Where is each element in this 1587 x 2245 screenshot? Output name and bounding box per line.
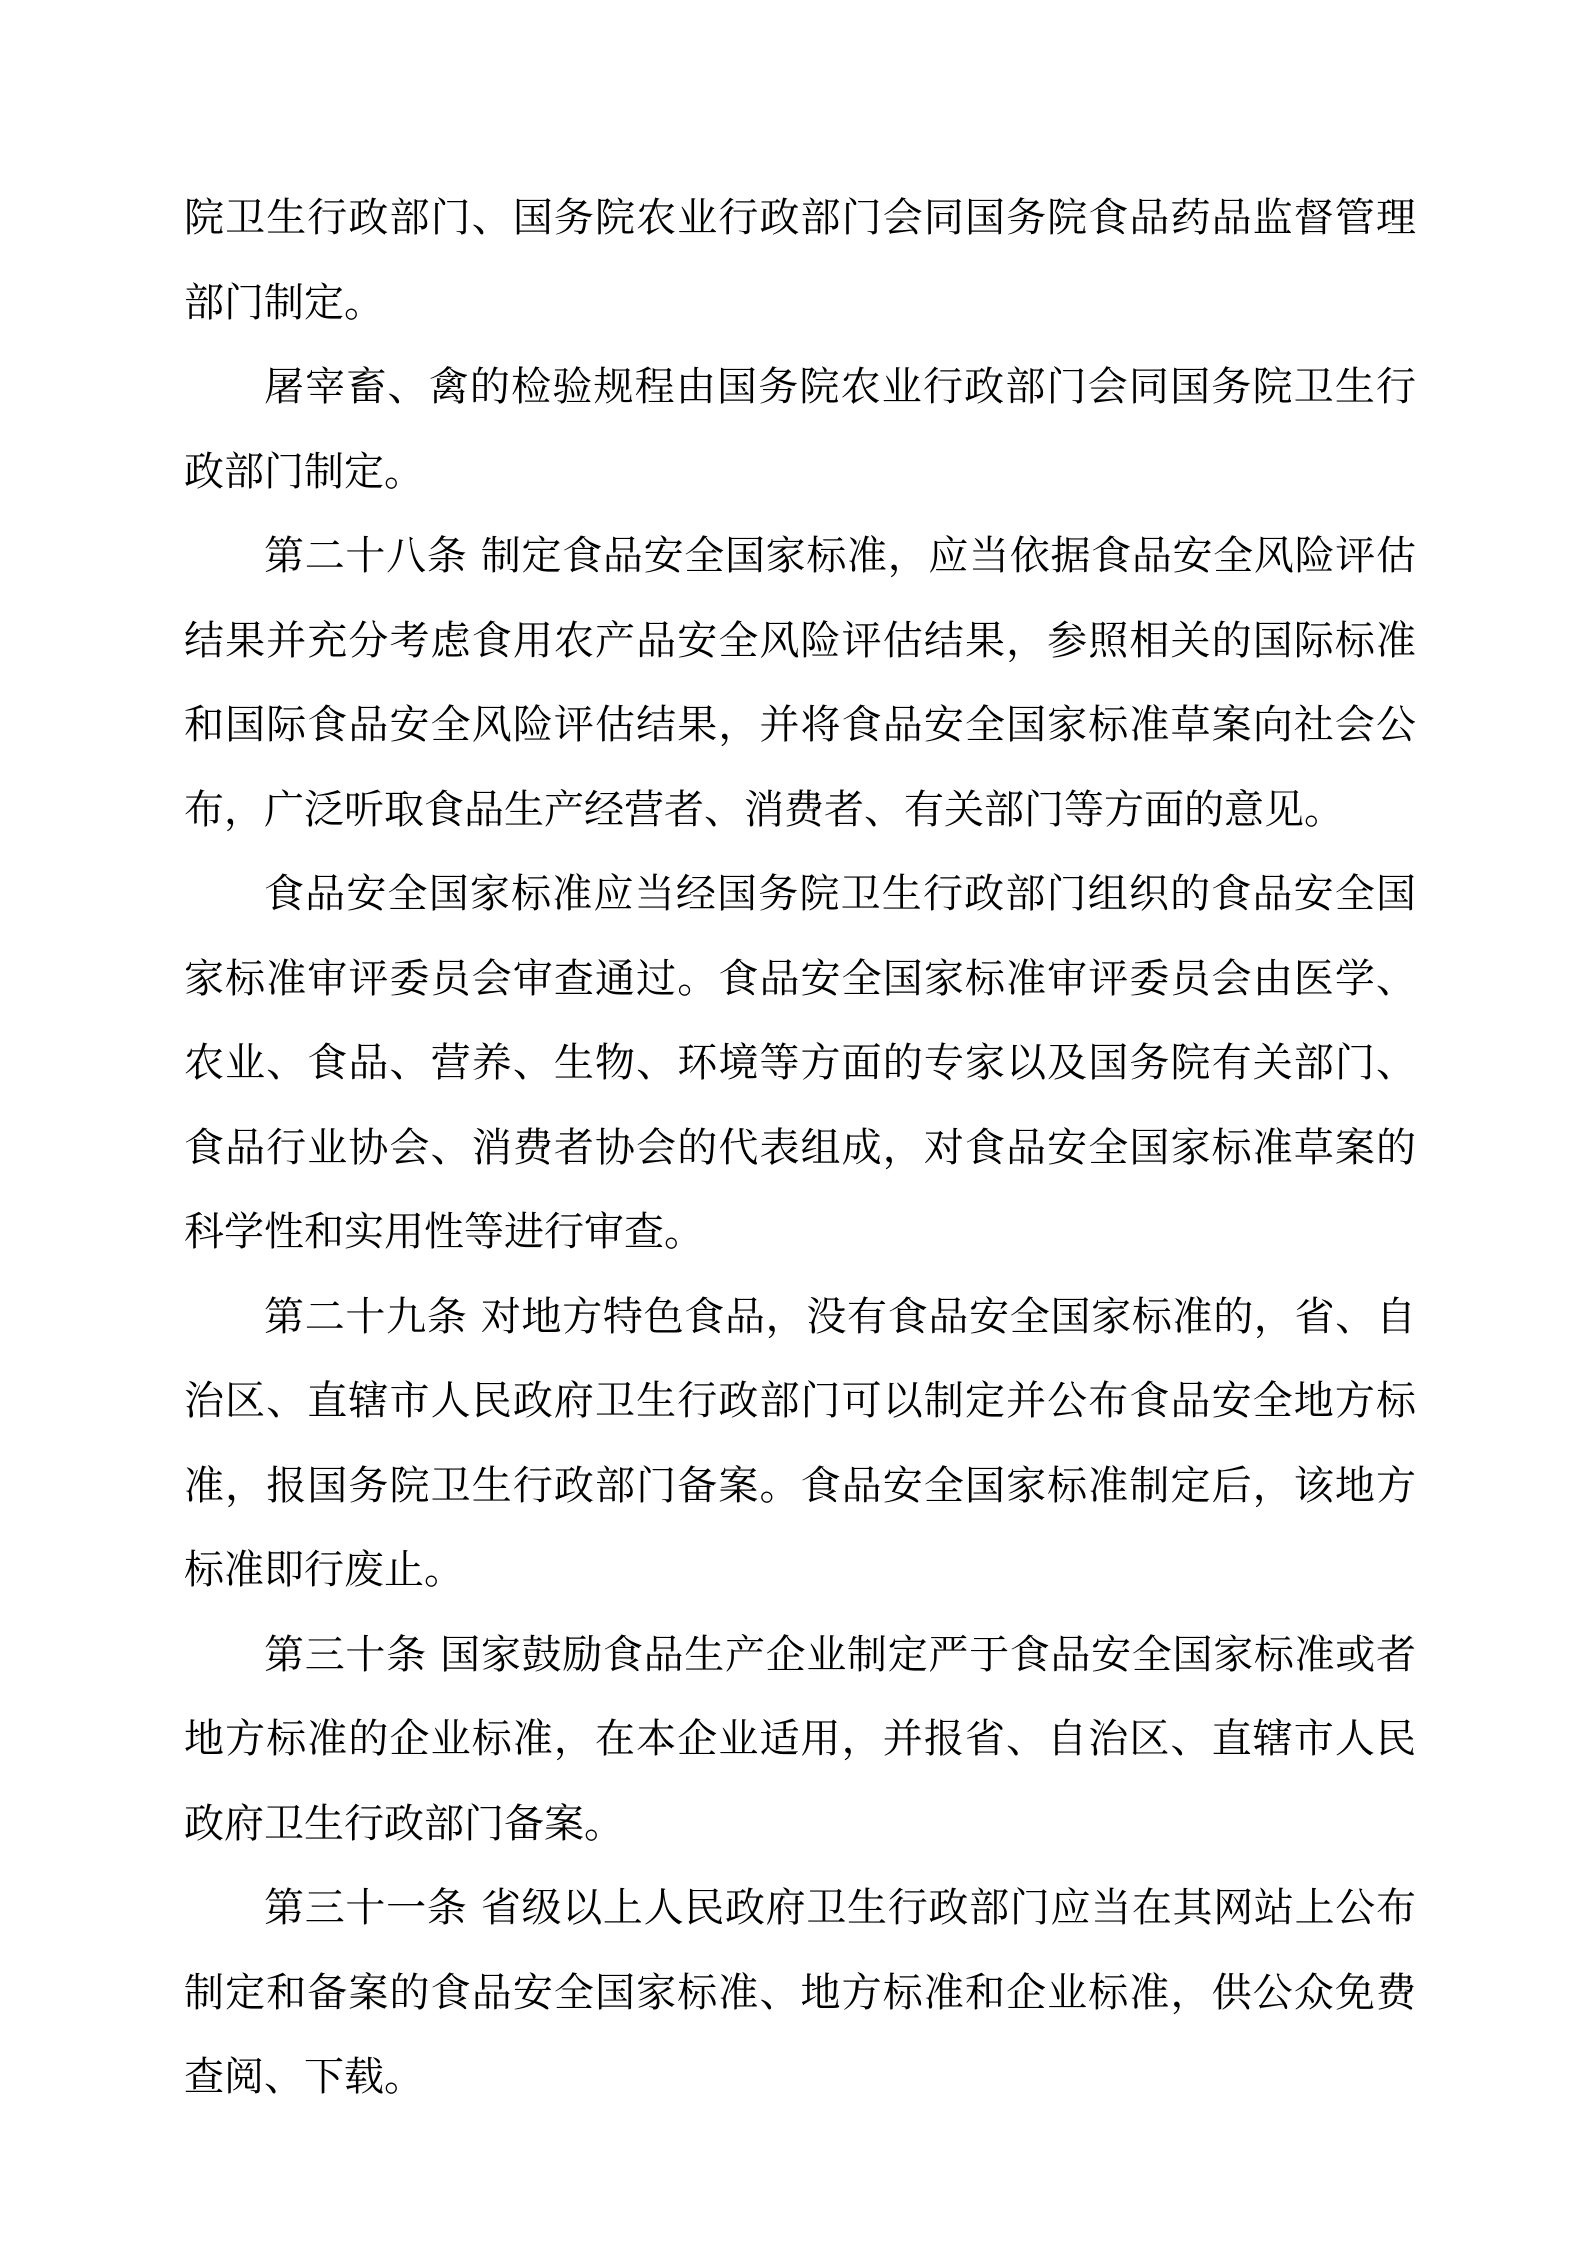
paragraph-slaughter-inspection: 屠宰畜、禽的检验规程由国务院农业行政部门会同国务院卫生行政部门制定。 — [184, 364, 1416, 495]
article-29: 第二十九条 对地方特色食品，没有食品安全国家标准的，省、自治区、直辖市人民政府卫生行政部门可以制定并公布食品安全地方标准，报国务院卫生行政部门备案。食品安全国家标准制定后，该地方标准即行废止。 — [184, 1293, 1416, 1593]
article-30: 第三十条 国家鼓励食品生产企业制定严于食品安全国家标准或者地方标准的企业标准，在本企业适用，并报省、自治区、直辖市人民政府卫生行政部门备案。 — [184, 1631, 1416, 1847]
document-body — [184, 176, 1416, 2120]
paragraph-review-committee: 食品安全国家标准应当经国务院卫生行政部门组织的食品安全国家标准审评委员会审查通过。食品安全国家标准审评委员会由医学、农业、食品、营养、生物、环境等方面的专家以及国务院有关部门、食品行业协会、消费者协会的代表组成，对食品安全国家标准草案的科学性和实用性等进行审查。 — [184, 871, 1416, 1255]
article-28: 第二十八条 制定食品安全国家标准，应当依据食品安全风险评估结果并充分考虑食用农产品安全风险评估结果，参照相关的国际标准和国际食品安全风险评估结果，并将食品安全国家标准草案向社会公布，广泛听取食品生产经营者、消费者、有关部门等方面的意见。 — [184, 533, 1416, 833]
paragraph-continuation: 院卫生行政部门、国务院农业行政部门会同国务院食品药品监督管理部门制定。 — [184, 195, 1416, 326]
article-31: 第三十一条 省级以上人民政府卫生行政部门应当在其网站上公布制定和备案的食品安全国家标准、地方标准和企业标准，供公众免费查阅、下载。 — [184, 1885, 1416, 2100]
